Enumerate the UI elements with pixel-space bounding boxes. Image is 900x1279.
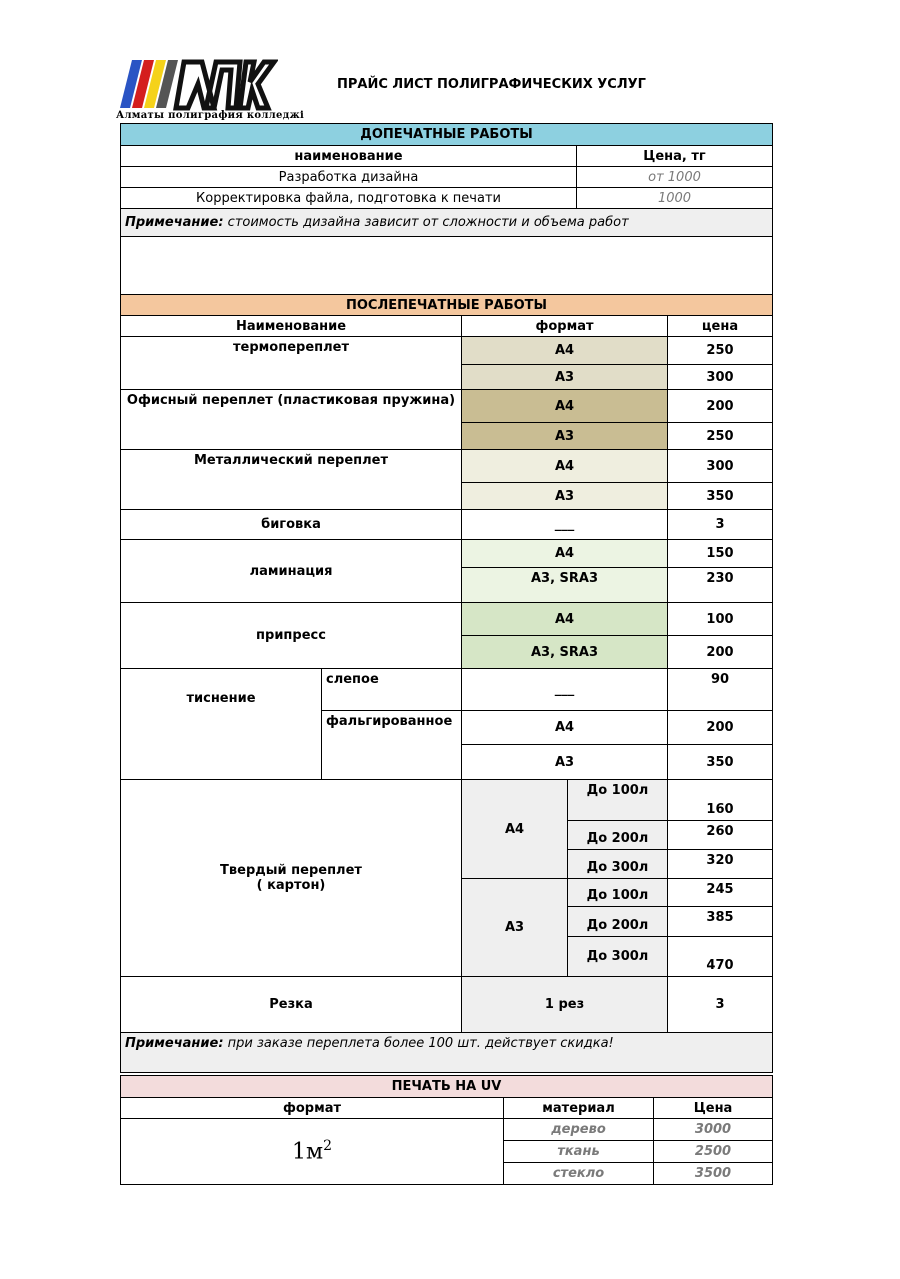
col-price-header: цена bbox=[668, 316, 773, 337]
price-cell: 350 bbox=[668, 483, 773, 510]
format-cell: А3, SRA3 bbox=[462, 636, 668, 669]
material-cell: стекло bbox=[504, 1163, 654, 1185]
prepress-note bbox=[121, 209, 773, 237]
service-name: Корректировка файла, подготовка к печати bbox=[121, 188, 577, 209]
price-cell: 90 bbox=[668, 669, 773, 711]
office-binding-name: Офисный переплет (пластиковая пружина) bbox=[121, 390, 462, 450]
hardcover-a3: А3 bbox=[462, 879, 568, 977]
postpress-table bbox=[120, 294, 773, 1073]
price-cell: 260 bbox=[668, 821, 773, 850]
page-title: ПРАЙС ЛИСТ ПОЛИГРАФИЧЕСКИХ УСЛУГ bbox=[337, 77, 646, 92]
material-cell: дерево bbox=[504, 1119, 654, 1141]
hardcover-name-line2: ( картон) bbox=[256, 878, 326, 893]
postpress-header: ПОСЛЕПЕЧАТНЫЕ РАБОТЫ bbox=[121, 295, 773, 316]
price-cell: 3000 bbox=[654, 1119, 773, 1141]
uv-header: ПЕЧАТЬ НА UV bbox=[121, 1076, 773, 1098]
format-cell: А3 bbox=[462, 483, 668, 510]
pages-cell: До 200л bbox=[568, 907, 668, 937]
uv-table bbox=[120, 1075, 773, 1185]
service-price: от 1000 bbox=[577, 167, 773, 188]
note-label: Примечание: bbox=[125, 1036, 224, 1051]
embossing-blind: слепое bbox=[322, 669, 462, 711]
col-name-header: наименование bbox=[121, 146, 577, 167]
pages-cell: До 100л bbox=[568, 879, 668, 907]
price-cell: 200 bbox=[668, 711, 773, 745]
price-cell: 470 bbox=[668, 937, 773, 977]
table-row bbox=[121, 188, 773, 209]
pripress-name: припресс bbox=[121, 603, 462, 669]
col-material-header: материал bbox=[504, 1098, 654, 1119]
col-name-header: Наименование bbox=[121, 316, 462, 337]
format-cell: А4 bbox=[462, 540, 668, 568]
note-text: стоимость дизайна зависит от сложности и объема работ bbox=[223, 215, 629, 230]
metal-binding-name: Металлический переплет bbox=[121, 450, 462, 510]
format-cell: А3 bbox=[462, 745, 668, 780]
note-text: при заказе переплета более 100 шт. действует скидка! bbox=[223, 1036, 614, 1051]
col-format-header: формат bbox=[121, 1098, 504, 1119]
format-cell: ___ bbox=[462, 669, 668, 711]
format-cell: А3 bbox=[462, 365, 668, 390]
bigovka-name: биговка bbox=[121, 510, 462, 540]
prepress-table bbox=[120, 123, 773, 295]
thermo-name: термопереплет bbox=[121, 337, 462, 390]
format-cell: А4 bbox=[462, 711, 668, 745]
price-cell: 3 bbox=[668, 977, 773, 1033]
price-cell: 300 bbox=[668, 450, 773, 483]
note-label: Примечание: bbox=[125, 215, 224, 230]
lamination-name: ламинация bbox=[121, 540, 462, 603]
price-cell: 2500 bbox=[654, 1141, 773, 1163]
postpress-note bbox=[121, 1033, 773, 1073]
pages-cell: До 100л bbox=[568, 780, 668, 821]
price-cell: 200 bbox=[668, 636, 773, 669]
hardcover-a4: А4 bbox=[462, 780, 568, 879]
cutting-name: Резка bbox=[121, 977, 462, 1033]
empty-row bbox=[121, 237, 773, 295]
format-cell: 1 рез bbox=[462, 977, 668, 1033]
price-cell: 150 bbox=[668, 540, 773, 568]
price-cell: 250 bbox=[668, 337, 773, 365]
col-price-header: Цена, тг bbox=[577, 146, 773, 167]
price-cell: 160 bbox=[668, 780, 773, 821]
embossing-foil: фальгированное bbox=[322, 711, 462, 780]
price-cell: 385 bbox=[668, 907, 773, 937]
material-cell: ткань bbox=[504, 1141, 654, 1163]
hardcover-name bbox=[121, 780, 462, 977]
prepress-header: ДОПЕЧАТНЫЕ РАБОТЫ bbox=[121, 124, 773, 146]
format-cell: ___ bbox=[462, 510, 668, 540]
pages-cell: До 300л bbox=[568, 850, 668, 879]
table-row bbox=[121, 167, 773, 188]
price-cell: 100 bbox=[668, 603, 773, 636]
format-cell: А4 bbox=[462, 337, 668, 365]
price-cell: 200 bbox=[668, 390, 773, 423]
price-cell: 245 bbox=[668, 879, 773, 907]
price-cell: 250 bbox=[668, 423, 773, 450]
format-cell: А3 bbox=[462, 423, 668, 450]
pages-cell: До 200л bbox=[568, 821, 668, 850]
service-price: 1000 bbox=[577, 188, 773, 209]
col-price-header: Цена bbox=[654, 1098, 773, 1119]
pages-cell: До 300л bbox=[568, 937, 668, 977]
col-format-header: формат bbox=[462, 316, 668, 337]
hardcover-name-line1: Твердый переплет bbox=[220, 863, 362, 878]
format-cell: А3, SRA3 bbox=[462, 568, 668, 603]
format-cell: А4 bbox=[462, 603, 668, 636]
format-cell: А4 bbox=[462, 390, 668, 423]
price-cell: 3 bbox=[668, 510, 773, 540]
uv-format-sup: 2 bbox=[323, 1138, 333, 1155]
price-cell: 320 bbox=[668, 850, 773, 879]
logo-caption: Алматы полиграфия колледжі bbox=[116, 110, 305, 121]
uv-format-number: 1м bbox=[291, 1139, 324, 1165]
price-cell: 300 bbox=[668, 365, 773, 390]
uv-format-value bbox=[121, 1119, 504, 1185]
price-cell: 350 bbox=[668, 745, 773, 780]
price-cell: 230 bbox=[668, 568, 773, 603]
embossing-name: тиснение bbox=[121, 669, 322, 780]
service-name: Разработка дизайна bbox=[121, 167, 577, 188]
format-cell: А4 bbox=[462, 450, 668, 483]
price-cell: 3500 bbox=[654, 1163, 773, 1185]
